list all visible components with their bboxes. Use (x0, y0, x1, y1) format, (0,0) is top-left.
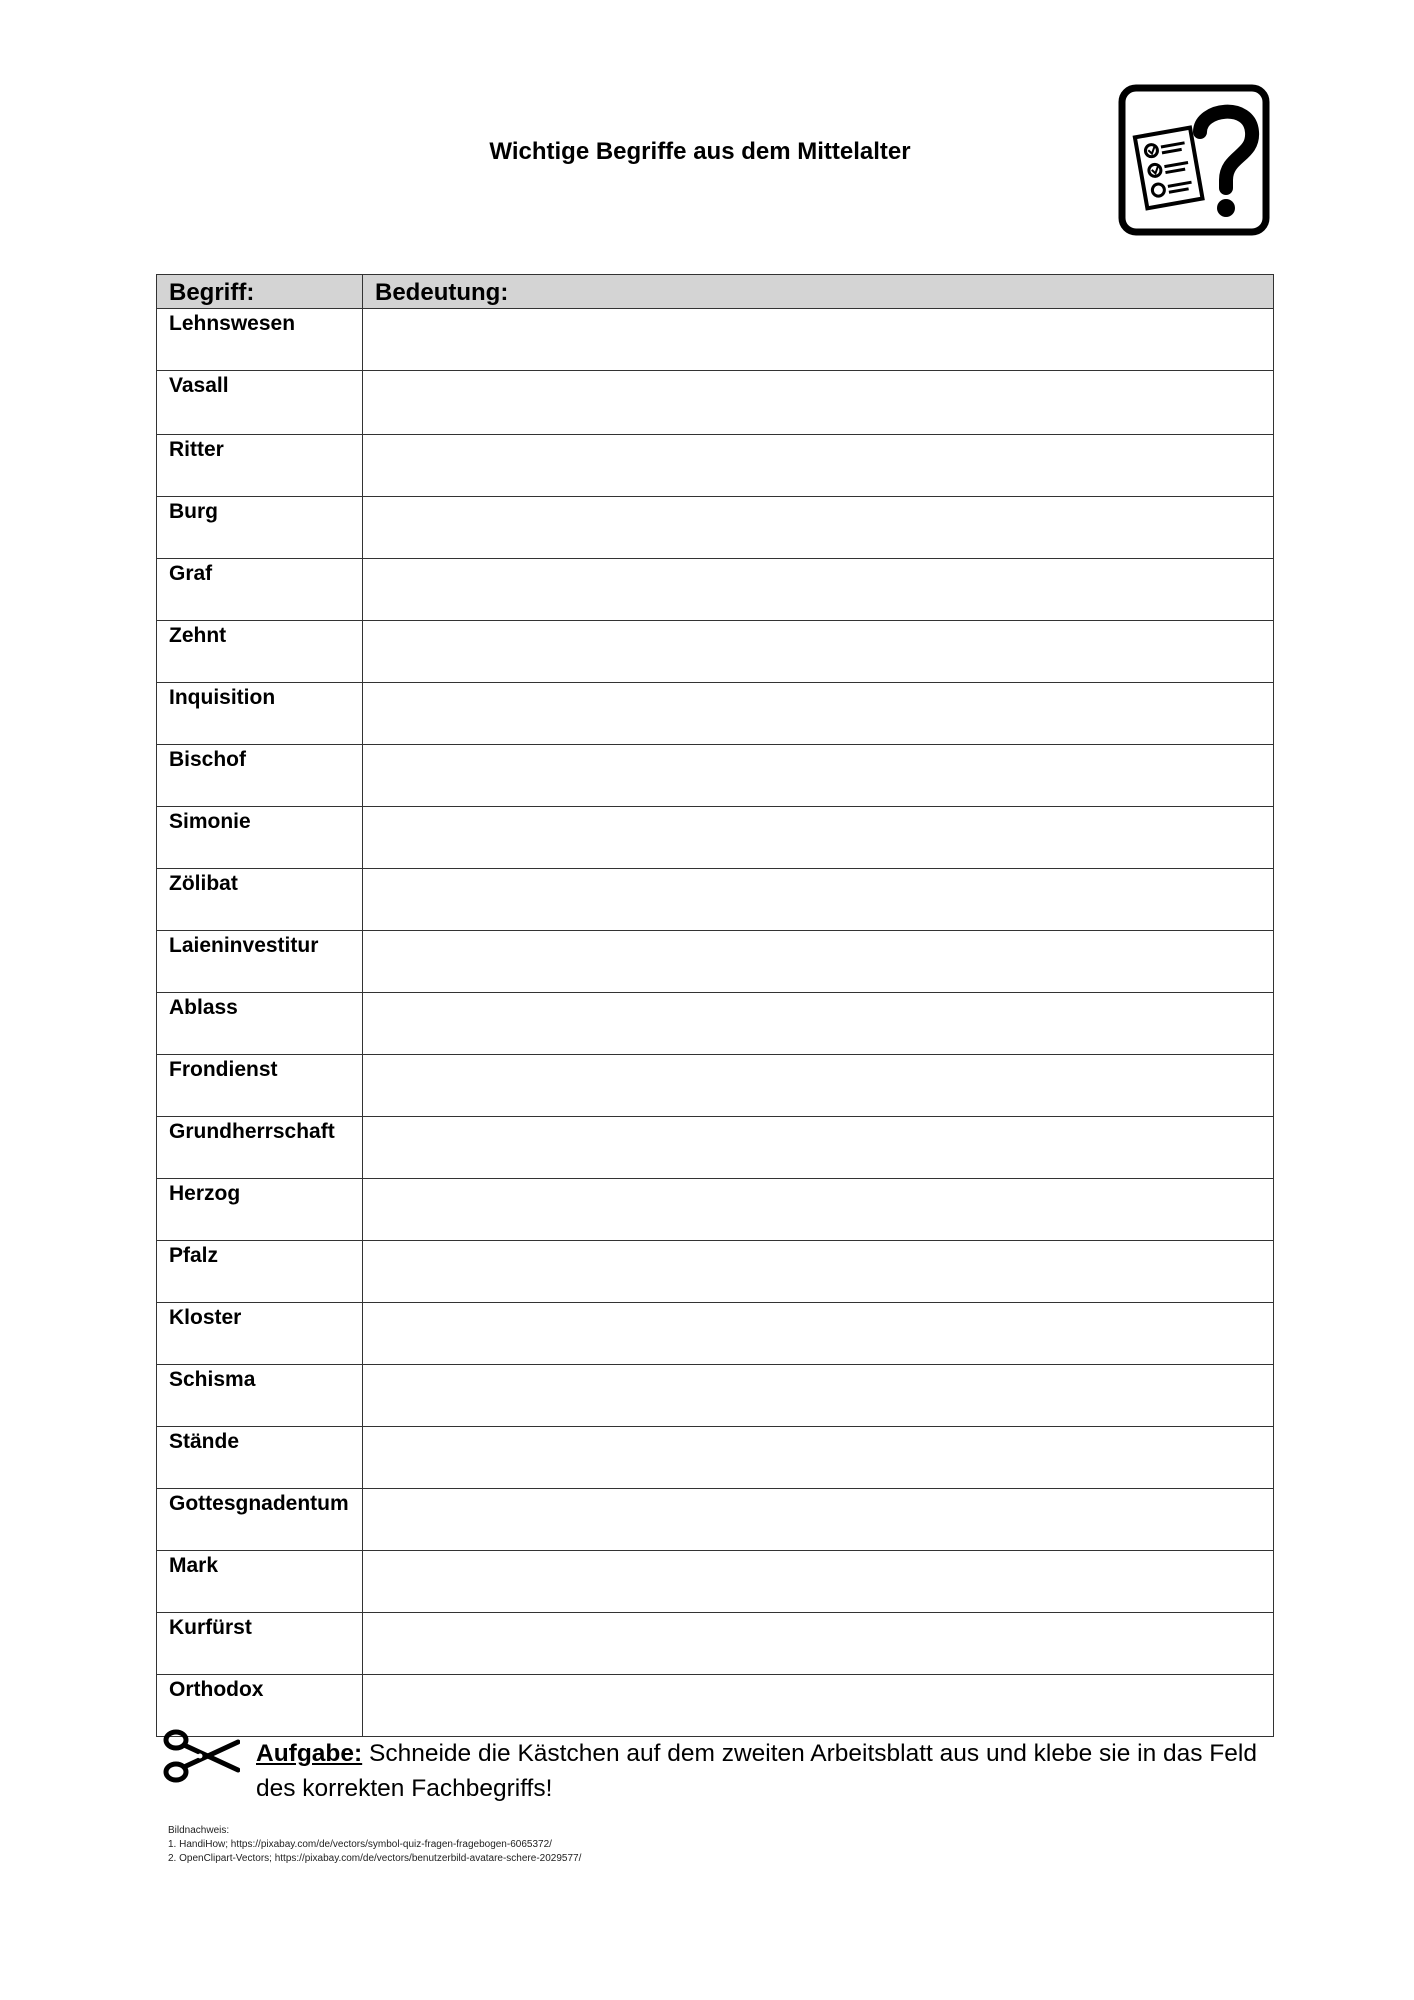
term-cell: Vasall (157, 371, 363, 435)
table-row (157, 1613, 1274, 1675)
scissors-icon (162, 1726, 240, 1786)
image-credits (168, 1824, 581, 1866)
meaning-cell (363, 807, 1274, 869)
term-cell: Ablass (157, 993, 363, 1055)
meaning-cell (363, 497, 1274, 559)
table-row (157, 435, 1274, 497)
term-cell: Frondienst (157, 1055, 363, 1117)
column-header-meaning: Bedeutung: (363, 275, 1274, 309)
term-cell: Zölibat (157, 869, 363, 931)
term-cell: Grundherrschaft (157, 1117, 363, 1179)
table-row (157, 1551, 1274, 1613)
term-cell: Herzog (157, 1179, 363, 1241)
meaning-cell (363, 1117, 1274, 1179)
table-row (157, 869, 1274, 931)
term-cell: Orthodox (157, 1675, 363, 1737)
meaning-cell (363, 1427, 1274, 1489)
table-row (157, 1179, 1274, 1241)
table-row (157, 1675, 1274, 1737)
task-label: Aufgabe: (256, 1740, 363, 1767)
meaning-cell (363, 1551, 1274, 1613)
term-cell: Burg (157, 497, 363, 559)
term-cell: Ritter (157, 435, 363, 497)
meaning-cell (363, 1613, 1274, 1675)
term-cell: Gottesgnadentum (157, 1489, 363, 1551)
term-cell: Laieninvestitur (157, 931, 363, 993)
meaning-cell (363, 559, 1274, 621)
task-instruction (256, 1736, 1276, 1806)
table-row (157, 1427, 1274, 1489)
term-cell: Graf (157, 559, 363, 621)
table-row (157, 1303, 1274, 1365)
meaning-cell (363, 1675, 1274, 1737)
meaning-cell (363, 371, 1274, 435)
table-row (157, 683, 1274, 745)
terms-table (156, 274, 1274, 1737)
term-cell: Kloster (157, 1303, 363, 1365)
meaning-cell (363, 683, 1274, 745)
task-text: Schneide die Kästchen auf dem zweiten Arbeitsblatt aus und klebe sie in das Feld des korrekten Fachbegriffs! (256, 1740, 1257, 1802)
column-header-term: Begriff: (157, 275, 363, 309)
meaning-cell (363, 745, 1274, 807)
meaning-cell (363, 1303, 1274, 1365)
meaning-cell (363, 1489, 1274, 1551)
meaning-cell (363, 1241, 1274, 1303)
term-cell: Simonie (157, 807, 363, 869)
table-row (157, 371, 1274, 435)
credit-line: 1. HandiHow; https://pixabay.com/de/vectors/symbol-quiz-fragen-fragebogen-6065372/ (168, 1839, 552, 1850)
table-row (157, 559, 1274, 621)
table-row (157, 745, 1274, 807)
term-cell: Inquisition (157, 683, 363, 745)
meaning-cell (363, 869, 1274, 931)
term-cell: Schisma (157, 1365, 363, 1427)
table-row (157, 1365, 1274, 1427)
credit-line: 2. OpenClipart-Vectors; https://pixabay.com/de/vectors/benutzerbild-avatare-schere-2029577/ (168, 1853, 582, 1864)
term-cell: Stände (157, 1427, 363, 1489)
page-title: Wichtige Begriffe aus dem Mittelalter (489, 138, 911, 165)
meaning-cell (363, 309, 1274, 371)
meaning-cell (363, 993, 1274, 1055)
table-row (157, 993, 1274, 1055)
table-row (157, 621, 1274, 683)
quiz-questionnaire-icon (1118, 84, 1270, 236)
table-row (157, 309, 1274, 371)
term-cell: Kurfürst (157, 1613, 363, 1675)
term-cell: Zehnt (157, 621, 363, 683)
credits-heading: Bildnachweis: (168, 1825, 230, 1836)
table-row (157, 1117, 1274, 1179)
meaning-cell (363, 621, 1274, 683)
term-cell: Pfalz (157, 1241, 363, 1303)
meaning-cell (363, 931, 1274, 993)
term-cell: Lehnswesen (157, 309, 363, 371)
table-row (157, 931, 1274, 993)
table-row (157, 1241, 1274, 1303)
meaning-cell (363, 1179, 1274, 1241)
table-row (157, 497, 1274, 559)
table-row (157, 1055, 1274, 1117)
term-cell: Bischof (157, 745, 363, 807)
table-row (157, 1489, 1274, 1551)
meaning-cell (363, 435, 1274, 497)
term-cell: Mark (157, 1551, 363, 1613)
meaning-cell (363, 1055, 1274, 1117)
table-row (157, 807, 1274, 869)
meaning-cell (363, 1365, 1274, 1427)
